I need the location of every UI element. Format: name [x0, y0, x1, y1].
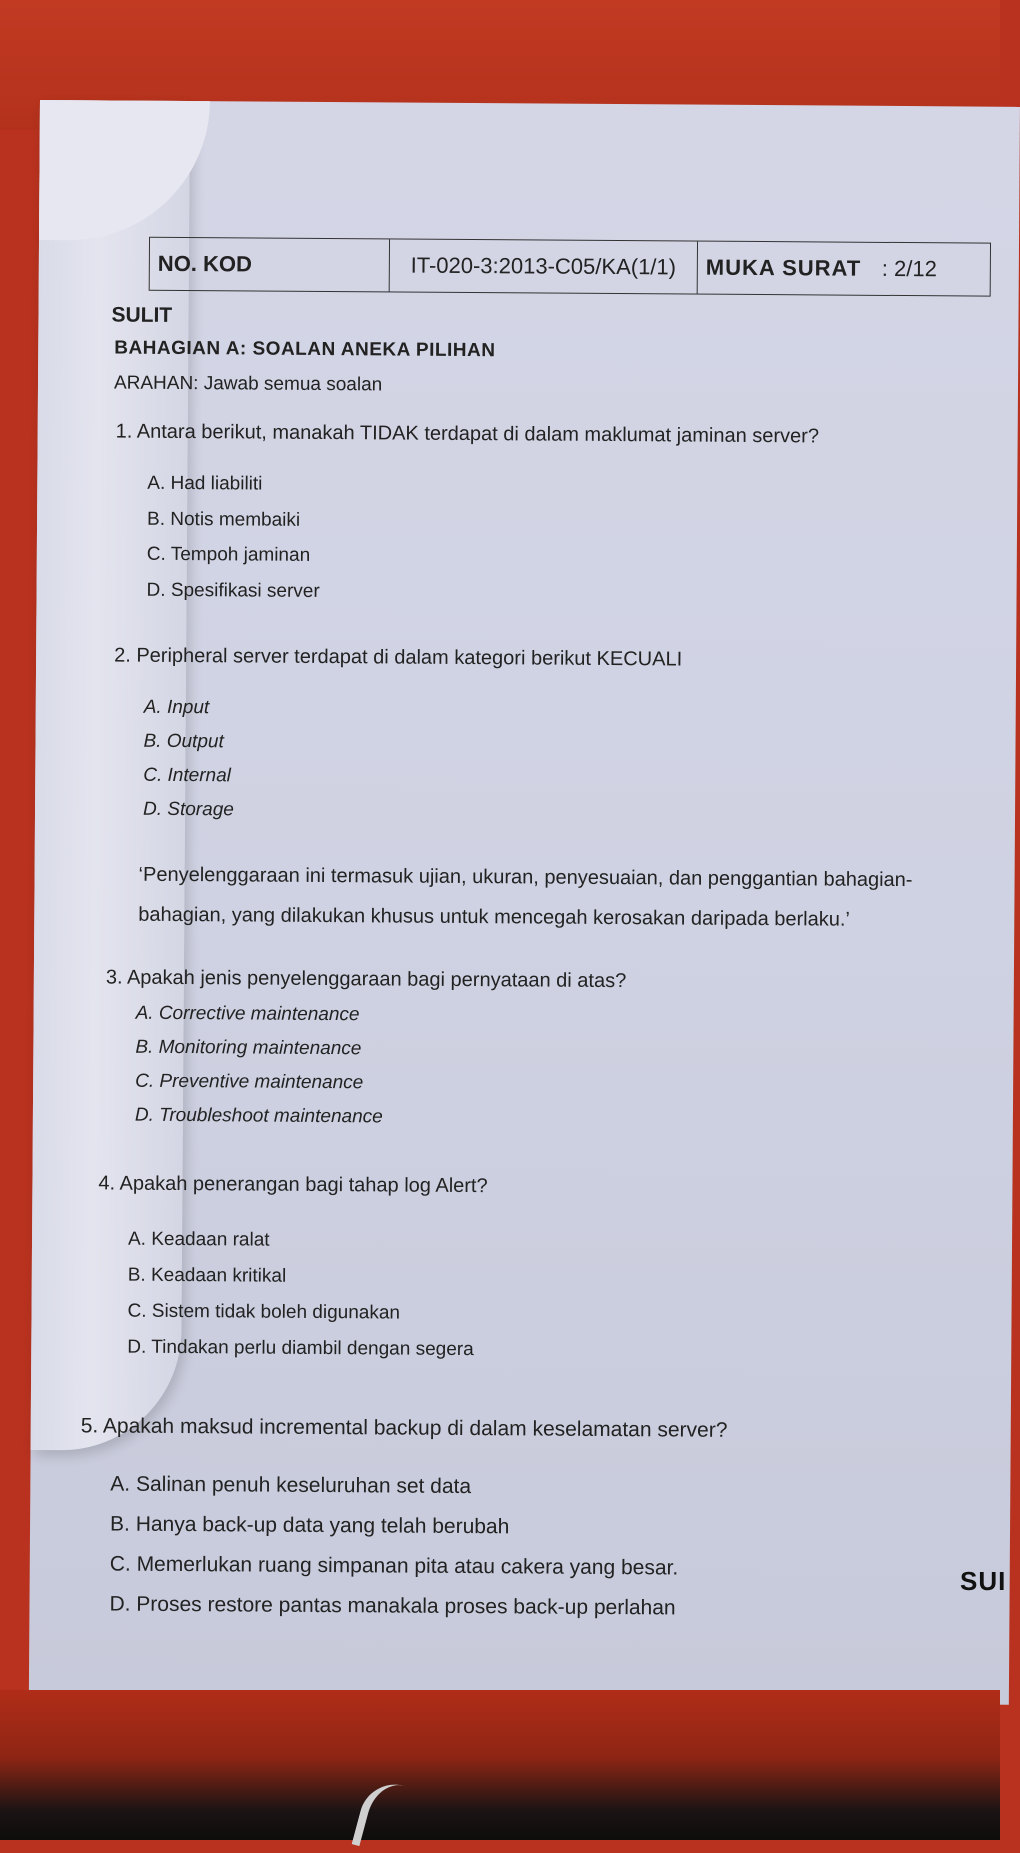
question-5: 5. Apakah maksud incremental backup di dalam keselamatan server? [80, 1414, 728, 1442]
q3-option-d: D. Troubleshoot maintenance [134, 1104, 383, 1128]
q3-option-c: C. Preventive maintenance [135, 1070, 364, 1094]
question-3: 3. Apakah jenis penyelenggaraan bagi pernyataan di atas? [105, 966, 627, 993]
question-4: 4. Apakah penerangan bagi tahap log Alert? [98, 1172, 488, 1198]
q4-option-b: B. Keadaan kritikal [127, 1264, 287, 1287]
instruction: ARAHAN: Jawab semua soalan [113, 372, 383, 396]
quote-statement: ‘Penyelenggaraan ini termasuk ujian, ukuran, penyesuaian, dan penggantian bahagian-bahagian, yang dilakukan khusus untuk mencegah kerosakan daripada berlaku.’ [138, 863, 913, 931]
q2-option-c: C. Internal [143, 764, 232, 787]
question-1: 1. Antara berikut, manakah TIDAK terdapat di dalam maklumat jaminan server? [115, 420, 820, 448]
q4-option-a: A. Keadaan ralat [127, 1228, 270, 1251]
background-dark-bottom [0, 1690, 1000, 1840]
q1-option-a: A. Had liabiliti [147, 472, 263, 495]
q2-option-d: D. Storage [142, 798, 234, 821]
q4-option-d: D. Tindakan perlu diambil dengan segera [127, 1336, 474, 1361]
q3-option-a: A. Corrective maintenance [135, 1002, 360, 1026]
q3-option-b: B. Monitoring maintenance [135, 1036, 362, 1060]
page-value: : 2/12 [881, 255, 937, 282]
q5-option-d: D. Proses restore pantas manakala proses back-up perlahan [109, 1592, 676, 1620]
header-table [149, 237, 991, 297]
question-2: 2. Peripheral server terdapat di dalam kategori berikut KECUALI [114, 644, 683, 671]
section-title: BAHAGIAN A: SOALAN ANEKA PILIHAN [114, 337, 496, 362]
classification-label: SULIT [111, 303, 173, 327]
q1-option-d: D. Spesifikasi server [146, 579, 320, 602]
q2-option-a: A. Input [143, 696, 210, 719]
q5-option-a: A. Salinan penuh keseluruhan set data [110, 1472, 472, 1499]
q4-option-c: C. Sistem tidak boleh digunakan [127, 1300, 401, 1324]
q5-option-b: B. Hanya back-up data yang telah berubah [109, 1512, 510, 1539]
exam-paper-page [29, 100, 1020, 1705]
q2-option-b: B. Output [143, 730, 224, 753]
page-label: MUKA SURAT [705, 254, 862, 281]
kod-value: IT-020-3:2013-C05/KA(1/1) [390, 239, 698, 293]
kod-label: NO. KOD [150, 238, 390, 292]
q5-option-c: C. Memerlukan ruang simpanan pita atau cakera yang besar. [109, 1552, 679, 1580]
footer-classification-mark: SUI [960, 1566, 1007, 1596]
q1-option-c: C. Tempoh jaminan [146, 543, 311, 566]
q1-option-b: B. Notis membaiki [147, 508, 301, 531]
